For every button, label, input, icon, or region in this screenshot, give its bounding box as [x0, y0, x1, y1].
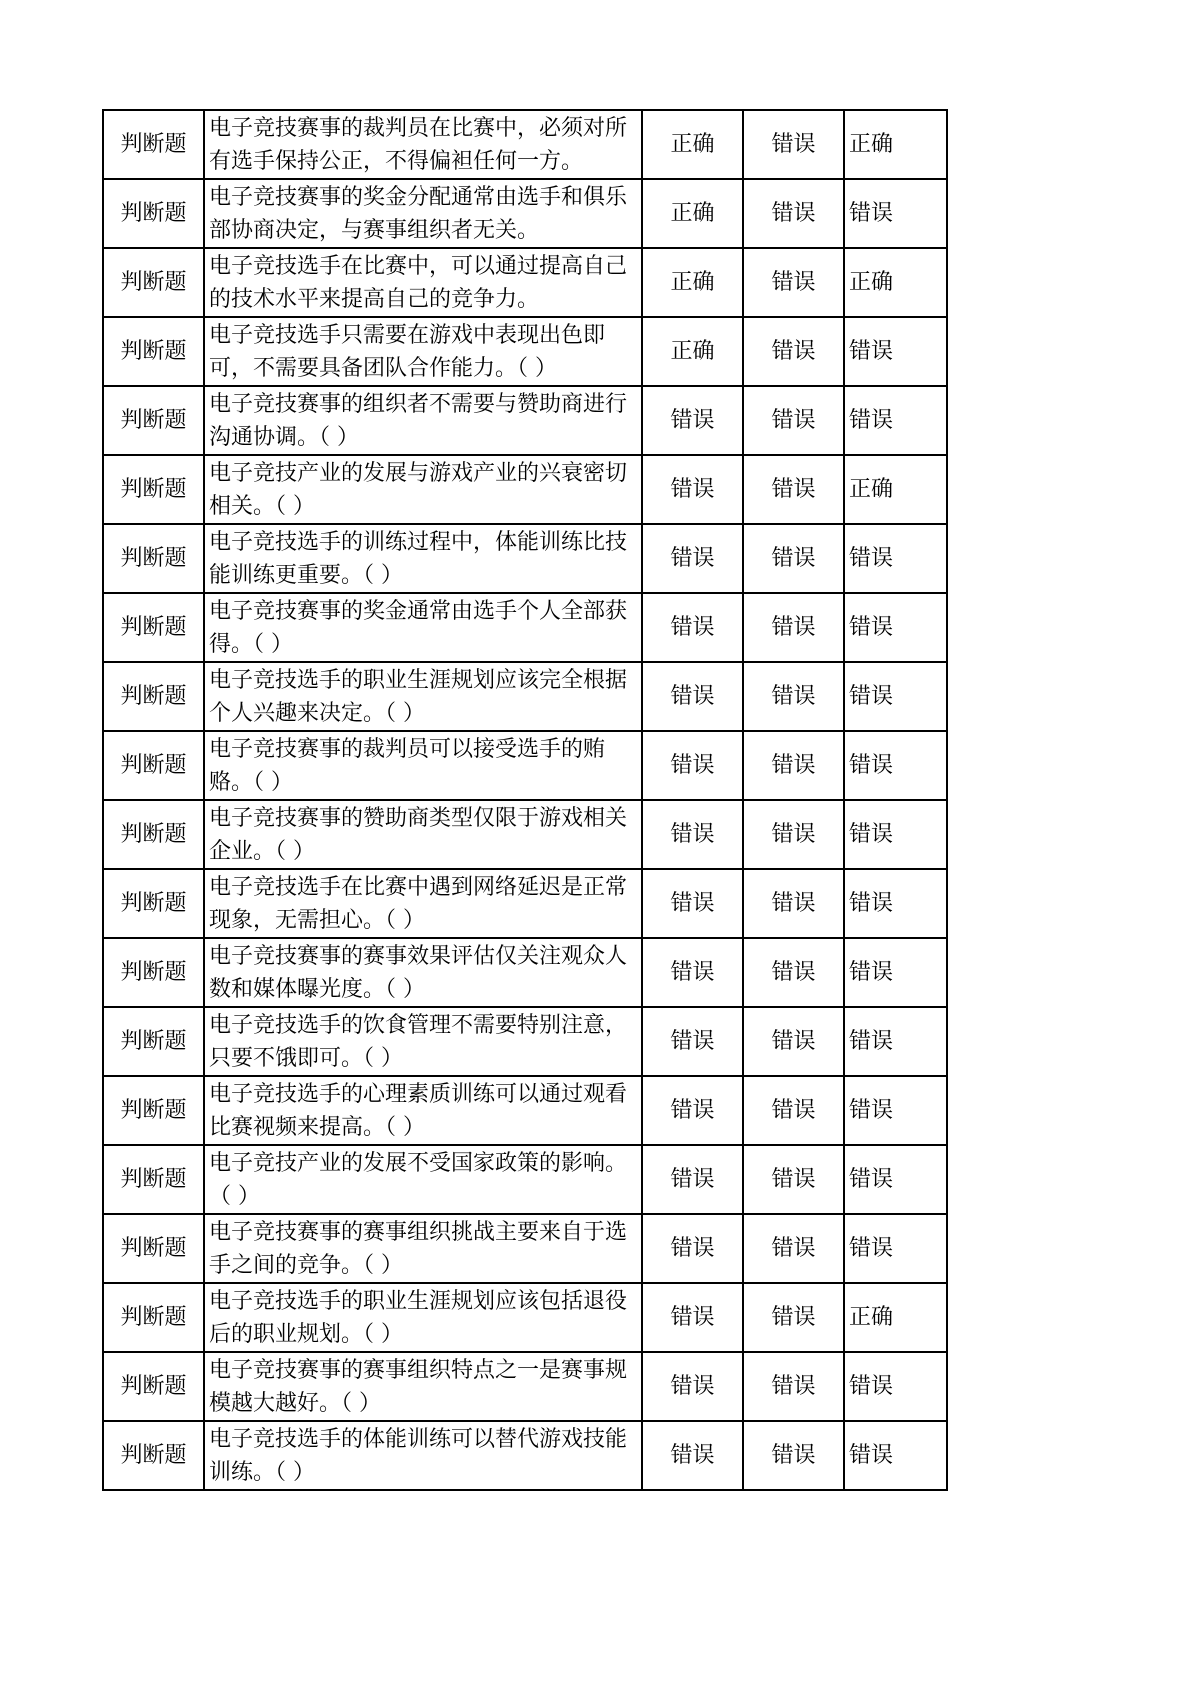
question-text-cell: 电子竞技选手在比赛中遇到网络延迟是正常现象，无需担心。（ ） [204, 869, 642, 938]
question-type-cell: 判断题 [103, 1214, 204, 1283]
option-a-cell: 错误 [642, 1214, 743, 1283]
table-row [103, 248, 947, 317]
option-b-cell: 错误 [743, 1352, 844, 1421]
table-row [103, 938, 947, 1007]
answer-cell: 错误 [844, 869, 947, 938]
question-type-cell: 判断题 [103, 317, 204, 386]
question-type-cell: 判断题 [103, 1283, 204, 1352]
question-text-cell: 电子竞技选手的职业生涯规划应该包括退役后的职业规划。（ ） [204, 1283, 642, 1352]
table-row [103, 317, 947, 386]
answer-cell: 错误 [844, 662, 947, 731]
option-a-cell: 错误 [642, 1007, 743, 1076]
option-b-cell: 错误 [743, 1214, 844, 1283]
table-row [103, 386, 947, 455]
answer-cell: 错误 [844, 524, 947, 593]
question-type-cell: 判断题 [103, 1076, 204, 1145]
table-row [103, 1283, 947, 1352]
option-a-cell: 错误 [642, 386, 743, 455]
question-text-cell: 电子竞技选手的体能训练可以替代游戏技能训练。（ ） [204, 1421, 642, 1490]
option-b-cell: 错误 [743, 317, 844, 386]
question-table [102, 109, 948, 1491]
table-row [103, 179, 947, 248]
option-a-cell: 错误 [642, 1352, 743, 1421]
question-type-cell: 判断题 [103, 800, 204, 869]
option-b-cell: 错误 [743, 869, 844, 938]
answer-cell: 错误 [844, 386, 947, 455]
option-b-cell: 错误 [743, 248, 844, 317]
option-b-cell: 错误 [743, 455, 844, 524]
table-row [103, 524, 947, 593]
option-b-cell: 错误 [743, 179, 844, 248]
table-row [103, 455, 947, 524]
option-b-cell: 错误 [743, 662, 844, 731]
table-row [103, 1076, 947, 1145]
option-a-cell: 错误 [642, 800, 743, 869]
answer-cell: 错误 [844, 179, 947, 248]
question-type-cell: 判断题 [103, 179, 204, 248]
question-type-cell: 判断题 [103, 869, 204, 938]
question-type-cell: 判断题 [103, 455, 204, 524]
answer-cell: 错误 [844, 1145, 947, 1214]
option-a-cell: 错误 [642, 524, 743, 593]
answer-cell: 错误 [844, 1421, 947, 1490]
question-type-cell: 判断题 [103, 662, 204, 731]
option-a-cell: 错误 [642, 938, 743, 1007]
table-row [103, 662, 947, 731]
question-type-cell: 判断题 [103, 1145, 204, 1214]
answer-cell: 错误 [844, 938, 947, 1007]
answer-cell: 错误 [844, 731, 947, 800]
table-row [103, 1007, 947, 1076]
option-b-cell: 错误 [743, 1007, 844, 1076]
question-table-body [103, 110, 947, 1490]
table-row [103, 1421, 947, 1490]
answer-cell: 错误 [844, 1214, 947, 1283]
question-text-cell: 电子竞技赛事的赛事效果评估仅关注观众人数和媒体曝光度。（ ） [204, 938, 642, 1007]
option-a-cell: 正确 [642, 110, 743, 179]
option-a-cell: 错误 [642, 455, 743, 524]
question-text-cell: 电子竞技赛事的赛事组织挑战主要来自于选手之间的竞争。（ ） [204, 1214, 642, 1283]
question-text-cell: 电子竞技选手的职业生涯规划应该完全根据个人兴趣来决定。（ ） [204, 662, 642, 731]
option-a-cell: 错误 [642, 1076, 743, 1145]
question-text-cell: 电子竞技赛事的赞助商类型仅限于游戏相关企业。（ ） [204, 800, 642, 869]
option-a-cell: 错误 [642, 1145, 743, 1214]
question-text-cell: 电子竞技赛事的裁判员在比赛中，必须对所有选手保持公正，不得偏袒任何一方。 [204, 110, 642, 179]
answer-cell: 错误 [844, 1352, 947, 1421]
question-type-cell: 判断题 [103, 1007, 204, 1076]
question-text-cell: 电子竞技赛事的赛事组织特点之一是赛事规模越大越好。（ ） [204, 1352, 642, 1421]
answer-cell: 错误 [844, 1007, 947, 1076]
question-type-cell: 判断题 [103, 524, 204, 593]
option-b-cell: 错误 [743, 800, 844, 869]
question-text-cell: 电子竞技选手只需要在游戏中表现出色即可，不需要具备团队合作能力。（ ） [204, 317, 642, 386]
question-text-cell: 电子竞技产业的发展与游戏产业的兴衰密切相关。（ ） [204, 455, 642, 524]
answer-cell: 错误 [844, 317, 947, 386]
question-text-cell: 电子竞技选手的饮食管理不需要特别注意，只要不饿即可。（ ） [204, 1007, 642, 1076]
question-type-cell: 判断题 [103, 248, 204, 317]
answer-cell: 错误 [844, 800, 947, 869]
question-type-cell: 判断题 [103, 386, 204, 455]
option-a-cell: 错误 [642, 593, 743, 662]
option-a-cell: 正确 [642, 317, 743, 386]
table-row [103, 731, 947, 800]
option-a-cell: 正确 [642, 248, 743, 317]
question-text-cell: 电子竞技选手的训练过程中，体能训练比技能训练更重要。（ ） [204, 524, 642, 593]
option-a-cell: 错误 [642, 662, 743, 731]
question-type-cell: 判断题 [103, 110, 204, 179]
option-a-cell: 错误 [642, 869, 743, 938]
option-b-cell: 错误 [743, 731, 844, 800]
question-text-cell: 电子竞技赛事的组织者不需要与赞助商进行沟通协调。（ ） [204, 386, 642, 455]
table-row [103, 1352, 947, 1421]
option-b-cell: 错误 [743, 1421, 844, 1490]
table-row [103, 1214, 947, 1283]
table-row [103, 593, 947, 662]
answer-cell: 错误 [844, 593, 947, 662]
question-type-cell: 判断题 [103, 1352, 204, 1421]
option-b-cell: 错误 [743, 938, 844, 1007]
answer-cell: 正确 [844, 248, 947, 317]
answer-cell: 正确 [844, 1283, 947, 1352]
answer-cell: 错误 [844, 1076, 947, 1145]
table-row [103, 869, 947, 938]
option-b-cell: 错误 [743, 1145, 844, 1214]
option-b-cell: 错误 [743, 593, 844, 662]
option-a-cell: 错误 [642, 731, 743, 800]
table-row [103, 1145, 947, 1214]
option-b-cell: 错误 [743, 386, 844, 455]
option-a-cell: 错误 [642, 1283, 743, 1352]
answer-cell: 正确 [844, 110, 947, 179]
answer-cell: 正确 [844, 455, 947, 524]
question-type-cell: 判断题 [103, 938, 204, 1007]
question-text-cell: 电子竞技赛事的裁判员可以接受选手的贿赂。（ ） [204, 731, 642, 800]
question-text-cell: 电子竞技产业的发展不受国家政策的影响。（ ） [204, 1145, 642, 1214]
option-a-cell: 正确 [642, 179, 743, 248]
question-type-cell: 判断题 [103, 1421, 204, 1490]
question-text-cell: 电子竞技选手在比赛中，可以通过提高自己的技术水平来提高自己的竞争力。 [204, 248, 642, 317]
option-b-cell: 错误 [743, 1283, 844, 1352]
option-b-cell: 错误 [743, 524, 844, 593]
question-type-cell: 判断题 [103, 593, 204, 662]
question-text-cell: 电子竞技赛事的奖金通常由选手个人全部获得。（ ） [204, 593, 642, 662]
table-row [103, 800, 947, 869]
option-a-cell: 错误 [642, 1421, 743, 1490]
question-text-cell: 电子竞技选手的心理素质训练可以通过观看比赛视频来提高。（ ） [204, 1076, 642, 1145]
table-row [103, 110, 947, 179]
question-text-cell: 电子竞技赛事的奖金分配通常由选手和俱乐部协商决定，与赛事组织者无关。 [204, 179, 642, 248]
option-b-cell: 错误 [743, 1076, 844, 1145]
option-b-cell: 错误 [743, 110, 844, 179]
question-type-cell: 判断题 [103, 731, 204, 800]
